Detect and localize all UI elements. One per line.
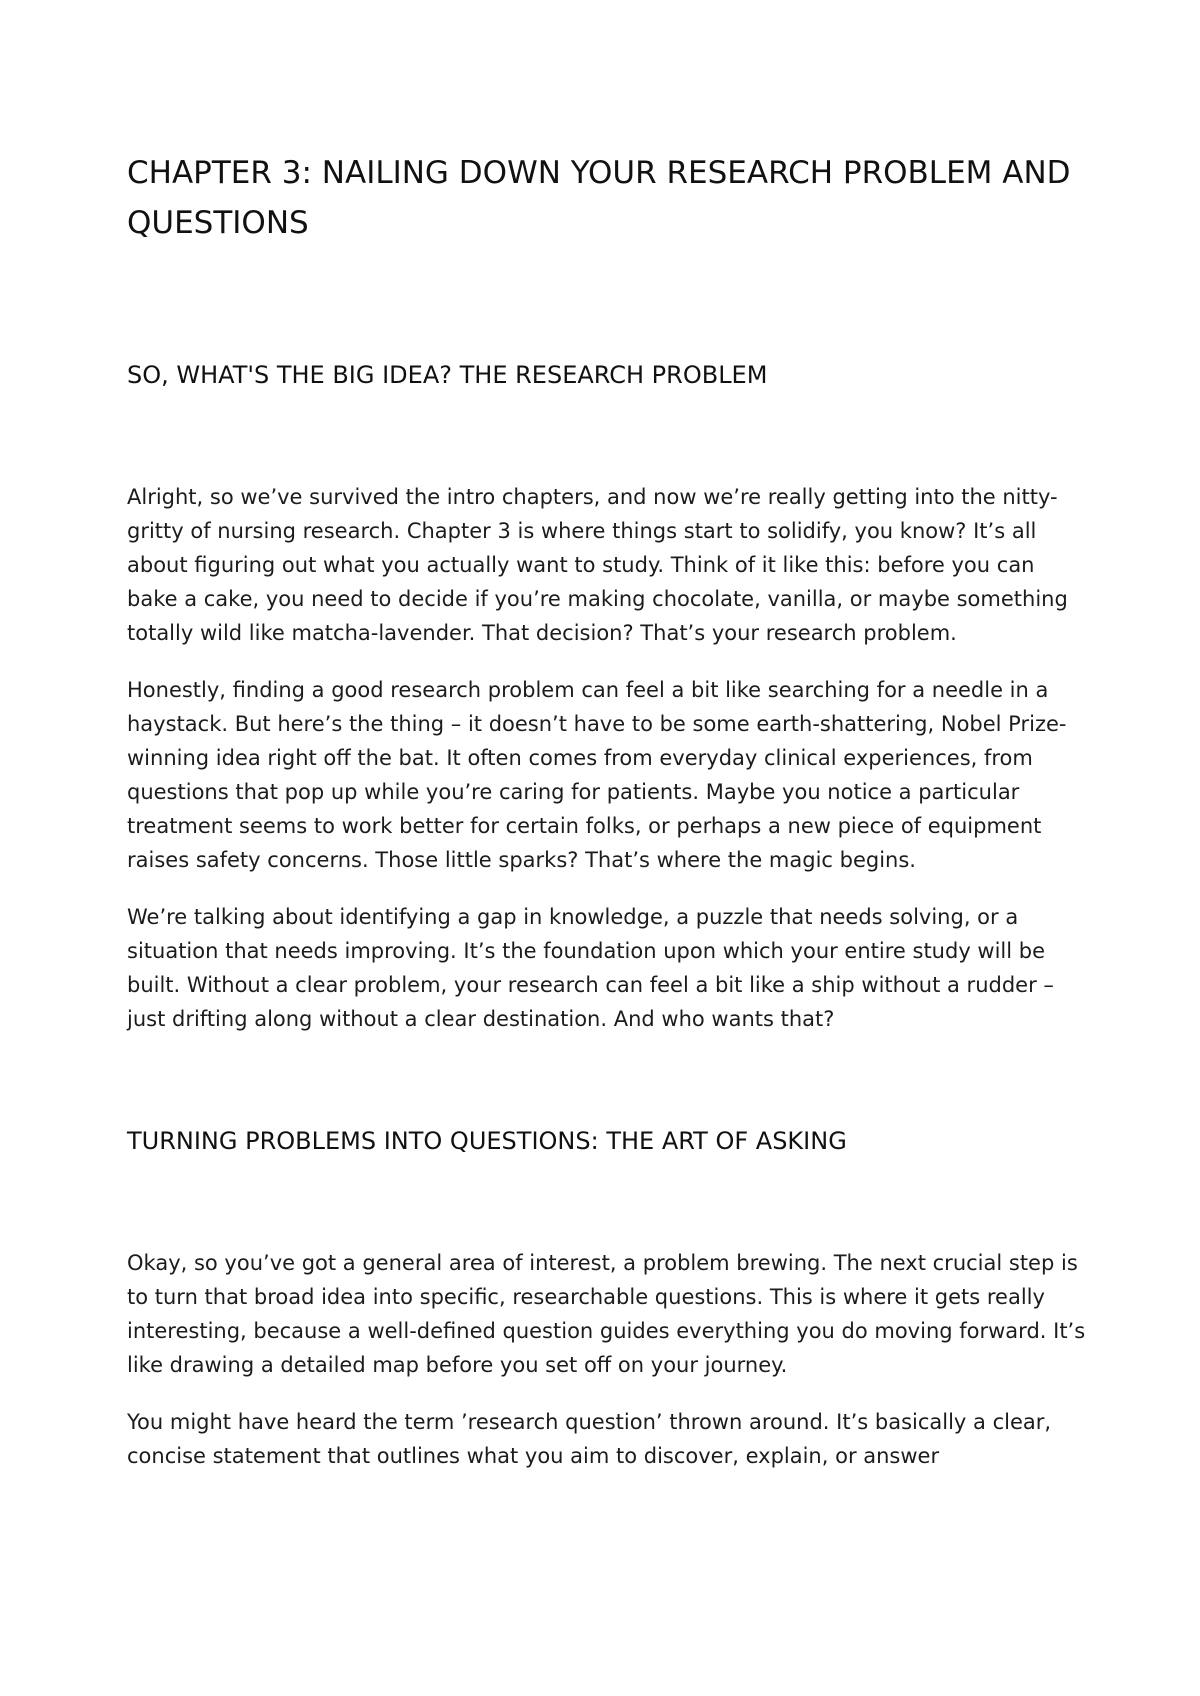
paragraph: Honestly, finding a good research problem can feel a bit like searching for a needle in a haystack. But here’s the thing – it doesn’t have to be some earth-shattering, Nobel Prize-winning idea right off the bat. It often comes from everyday clinical experiences, from questions that pop up while you’re caring for patients. Maybe you notice a particular treatment seems to work better for certain folks, or perhaps a new piece of equipment raises safety concerns. Those little sparks? That’s where the magic begins.	[127, 678, 1067, 872]
section-heading-research-questions: TURNING PROBLEMS INTO QUESTIONS: THE ART OF ASKING	[127, 1127, 847, 1155]
chapter-title: CHAPTER 3: NAILING DOWN YOUR RESEARCH PROBLEM AND QUESTIONS	[127, 155, 1071, 241]
paragraph: We’re talking about identifying a gap in knowledge, a puzzle that needs solving, or a situation that needs improving. It’s the foundation upon which your entire study will be built. Without a clear problem, your research can feel a bit like a ship without a rudder – just drifting along without a clear destination. And who wants that?	[127, 905, 1054, 1031]
paragraph: Okay, so you’ve got a general area of interest, a problem brewing. The next crucial step is to turn that broad idea into specific, researchable questions. This is where it gets really interesting, because a well-defined question guides everything you do moving forward. It’s like drawing a detailed map before you set off on your journey.	[127, 1251, 1086, 1377]
paragraph: Alright, so we’ve survived the intro chapters, and now we’re really getting into the nitty-gritty of nursing research. Chapter 3 is where things start to solidify, you know? It’s all about figuring out what you actually want to study. Think of it like this: before you can bake a cake, you need to decide if you’re making chocolate, vanilla, or maybe something totally wild like matcha-lavender. That decision? That’s your research problem.	[127, 485, 1068, 645]
page-content	[127, 148, 1087, 1473]
section-heading-research-problem: SO, WHAT'S THE BIG IDEA? THE RESEARCH PROBLEM	[127, 361, 768, 389]
paragraph: You might have heard the term ’research question’ thrown around. It’s basically a clear, concise statement that outlines what you aim to discover, explain, or answer	[127, 1410, 1052, 1468]
